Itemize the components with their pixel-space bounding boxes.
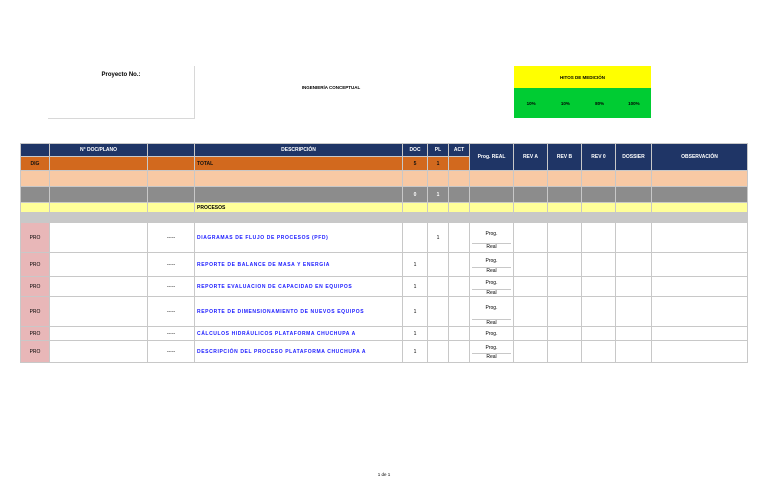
section-label: PROCESOS [195,203,403,213]
table-row: PRO ----- REPORTE DE DIMENSIONAMIENTO DE NUEVOS EQUIPOS 1 Prog. Real [21,297,748,327]
hito-value: 10% [560,100,570,106]
col-doc: DOC [403,144,428,157]
row-description: REPORTE DE BALANCE DE MASA Y ENERGIA [195,253,403,277]
col-dossier: DOSSIER [616,144,652,171]
row-code: PRO [21,341,50,363]
col-prog-real: Prog. REAL [470,144,514,171]
col-rev-b: REV B [548,144,582,171]
table-header-row [21,144,748,157]
hito-value: 10% [526,100,536,106]
prog-real-cell: Prog. [470,327,514,341]
subtotal-doc: 0 [403,187,428,203]
prog-real-cell: Prog. Real [470,341,514,363]
col-doc-plano: N° DOC/PLANO [50,144,148,157]
page-number: 1 de 1 [377,472,391,477]
table-row: PRO ----- DESCRIPCIÓN DEL PROCESO PLATAFORMA CHUCHUPA A 1 Prog. Real [21,341,748,363]
row-description: REPORTE EVALUACION DE CAPACIDAD EN EQUIPOS [195,277,403,297]
total-code: DIG [21,157,50,171]
prog-real-cell: Prog. Real [470,253,514,277]
col-act: ACT [449,144,470,157]
subtotal-pl: 1 [428,187,449,203]
col-pl: PL [428,144,449,157]
col-rev-0: REV 0 [582,144,616,171]
row-description: DESCRIPCIÓN DEL PROCESO PLATAFORMA CHUCHUPA A [195,341,403,363]
row-code: PRO [21,277,50,297]
row-description: DIAGRAMAS DE FLUJO DE PROCESOS (PFD) [195,223,403,253]
row-code: PRO [21,327,50,341]
row-code: PRO [21,253,50,277]
row-code: PRO [21,223,50,253]
phase-title: INGENIERÍA CONCEPTUAL [301,85,361,90]
spacer-row [21,171,748,187]
total-doc: 5 [403,157,428,171]
table-row: PRO ----- CÁLCULOS HIDRÁULICOS PLATAFORMA CHUCHUPA A 1 Prog. [21,327,748,341]
row-description: CÁLCULOS HIDRÁULICOS PLATAFORMA CHUCHUPA A [195,327,403,341]
total-pl: 1 [428,157,449,171]
project-number-label: Proyecto No.: [101,72,141,78]
table-row: PRO ----- REPORTE EVALUACION DE CAPACIDAD EN EQUIPOS 1 Prog. Real [21,277,748,297]
table-row: PRO ----- REPORTE DE BALANCE DE MASA Y ENERGIA 1 Prog. Real [21,253,748,277]
row-code: PRO [21,297,50,327]
hitos-title: HITOS DE MEDICIÓN [514,66,651,88]
col-observacion: OBSERVACIÓN [652,144,748,171]
col-rev-a: REV A [514,144,548,171]
hitos-values [514,88,651,118]
document-table [20,143,748,363]
prog-real-cell: Prog. Real [470,223,514,253]
hito-value: 80% [595,100,605,106]
subtotal-row [21,187,748,203]
col-descripcion: DESCRIPCIÓN [195,144,403,157]
hito-value: 100% [628,100,640,106]
row-description: REPORTE DE DIMENSIONAMIENTO DE NUEVOS EQUIPOS [195,297,403,327]
section-row [21,203,748,213]
prog-real-cell: Prog. Real [470,297,514,327]
total-label: TOTAL [195,157,403,171]
table-row: PRO ----- DIAGRAMAS DE FLUJO DE PROCESOS (PFD) 1 Prog. Real [21,223,748,253]
spacer-row [21,213,748,223]
prog-real-cell: Prog. Real [470,277,514,297]
